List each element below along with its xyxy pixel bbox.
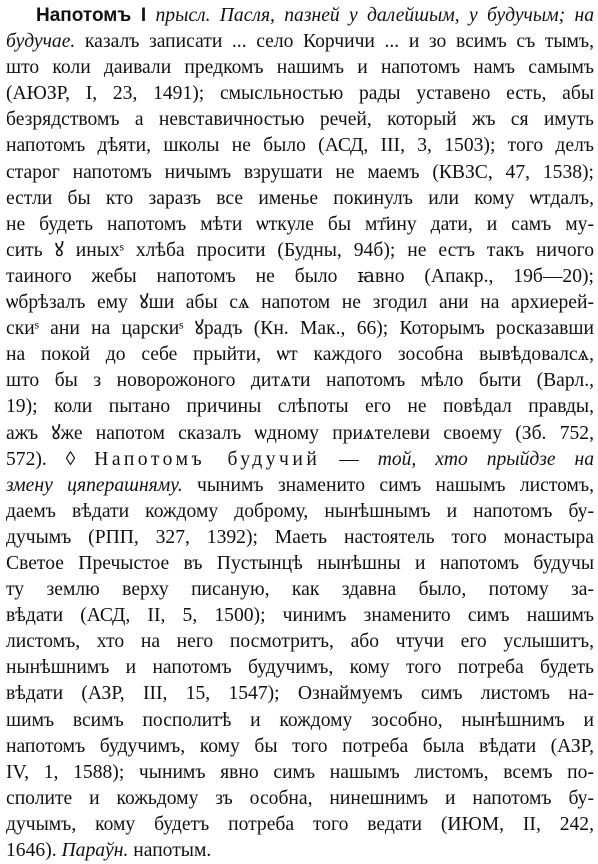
entry-text: 1646). — [6, 840, 62, 861]
entry-line — [6, 734, 594, 760]
entry-line — [6, 186, 594, 212]
entry-text: 572). ◊ — [6, 448, 95, 470]
entry-text: што бы з новорожоного дитѧти напотомъ мѣло быти (Варл., — [6, 370, 594, 392]
italic-text: змену цяперашняму. — [6, 474, 183, 496]
entry-text: IV, 1, 1588); чынимъ явно симъ нашымъ листомъ, всемъ по- — [6, 761, 594, 783]
entry-text: напотомъ дѣяти, школы не было (АСД, III, 3, 1503); того делъ — [6, 135, 594, 157]
entry-text: напотомъ будучимъ, кому бы того потреба была вѣдати (АЗР, — [6, 735, 594, 757]
italic-text: Параўн. — [61, 840, 129, 861]
entry-line — [6, 551, 594, 577]
entry-text: естли бы кто заразъ все именье покинулъ или кому ѡтдалъ, — [6, 187, 594, 209]
entry-line — [6, 290, 594, 316]
entry-text: не будеть напотомъ мѣти ѡткуле бы мт҃ину дати, и самъ му- — [6, 213, 594, 235]
entry-text: казалъ записати ... село Корчичи ... и зо всимъ съ тымъ, — [75, 31, 594, 53]
entry-text: ѡбрѣзалъ ему ꙋши абы сѧ напотом не згодил ани на архиерей- — [6, 292, 594, 314]
entry-text: дучымъ, кому будетъ потреба того ведати (ИЮМ, II, 242, — [6, 813, 594, 835]
entry-line — [6, 55, 594, 81]
entry-line — [6, 316, 594, 342]
entry-text: на покой до себе прыйти, ѡт каждого зособна вывѣдовалсѧ, — [6, 344, 594, 366]
entry-line — [6, 838, 594, 864]
entry-line — [6, 421, 594, 447]
entry-text: скиˢ ани на царскиˢ ꙋрадъ (Кн. Мак., 66); Которымъ росказавши — [6, 318, 594, 340]
entry-text: — — [320, 448, 378, 470]
headword: Напотомъ I — [36, 5, 147, 26]
italic-text: будучае. — [6, 31, 76, 53]
entry-text: шимъ всимъ посполитѣ и кождому зособно, нынѣшнимъ и — [6, 709, 594, 731]
entry-line — [6, 760, 594, 786]
entry-text: вѣдати (АЗР, III, 15, 1547); Ознаймуемъ симъ листомъ на- — [6, 683, 594, 705]
entry-line — [6, 342, 594, 368]
entry-line — [6, 3, 594, 29]
entry-line — [6, 629, 594, 655]
entry-line — [6, 81, 594, 107]
entry-line — [6, 238, 594, 264]
entry-line — [6, 603, 594, 629]
entry-line — [6, 160, 594, 186]
entry-text: 19); коли пытано причины слѣпоты его не повѣдал правды, — [6, 396, 594, 418]
entry-text: ту землю верху писаную, как здавна было, потому за- — [6, 579, 594, 601]
entry-text: дучымъ (РПП, 327, 1392); Маеть настоятель того монастыра — [6, 526, 594, 548]
entry-line — [6, 107, 594, 133]
entry-line — [6, 394, 594, 420]
entry-text: безрядствомъ а невставичностью речей, который жъ ся имуть — [6, 109, 594, 131]
entry-line — [6, 473, 594, 499]
entry-text: чынимъ знаменито симъ нашымъ листомъ, — [182, 474, 594, 496]
entry-line — [6, 655, 594, 681]
entry-text: Светое Пречыстое въ Пустынцѣ нынѣшны и напотомъ будучы — [6, 552, 594, 574]
entry-text: старог напотомъ ничымъ взрушати не маемъ (КВЗС, 47, 1538); — [6, 161, 594, 183]
italic-text: прысл. Пасля, пазней у далейшым, у будучым; на — [155, 5, 594, 26]
entry-line — [6, 133, 594, 159]
entry-text: ажъ ꙋже напотом сказалъ ѡдному приѧтелеви своему (Зб. 752, — [6, 422, 594, 444]
entry-line — [6, 812, 594, 838]
entry-line — [6, 681, 594, 707]
entry-line — [6, 212, 594, 238]
entry-text: даемъ вѣдати кождому доброму, нынѣшнымъ и напотомъ бу- — [6, 500, 594, 522]
dictionary-entry-napotom — [6, 3, 594, 864]
entry-line — [6, 525, 594, 551]
entry-line — [6, 499, 594, 525]
entry-line — [6, 29, 594, 55]
entry-line — [6, 368, 594, 394]
entry-text: таиного жебы напотомъ не было ꙗвно (Апакр., 19б—20); — [6, 265, 594, 287]
phrase-headword: Напотомъ будучий — [94, 448, 321, 470]
entry-text: напотым. — [128, 840, 212, 861]
italic-text: той, хто прыйдзе на — [377, 448, 594, 470]
entry-text: листомъ, хто на него посмотритъ, або чтучи его услышитъ, — [6, 631, 594, 653]
entry-text: сполите и кожьдому зъ особна, нинешнимъ и напотомъ бу- — [6, 787, 594, 809]
entry-line — [6, 577, 594, 603]
entry-text: што коли даивали предкомъ нашимъ и напотомъ намъ самымъ — [6, 57, 594, 79]
entry-text: (АЮЗР, I, 23, 1491); смысльностью рады уставено есть, абы — [6, 83, 594, 105]
entry-line — [6, 264, 594, 290]
entry-text: нынѣшнимъ и напотомъ будучимъ, кому того потреба будеть — [6, 657, 594, 679]
entry-text: вѣдати (АСД, II, 5, 1500); чинимъ знаменито симъ нашимъ — [6, 605, 594, 627]
entry-line — [6, 447, 594, 473]
entry-text: сить ꙋ иныхˢ хлѣба просити (Будны, 94б); не естъ такъ ничого — [6, 239, 594, 261]
entry-line — [6, 708, 594, 734]
entry-line — [6, 786, 594, 812]
